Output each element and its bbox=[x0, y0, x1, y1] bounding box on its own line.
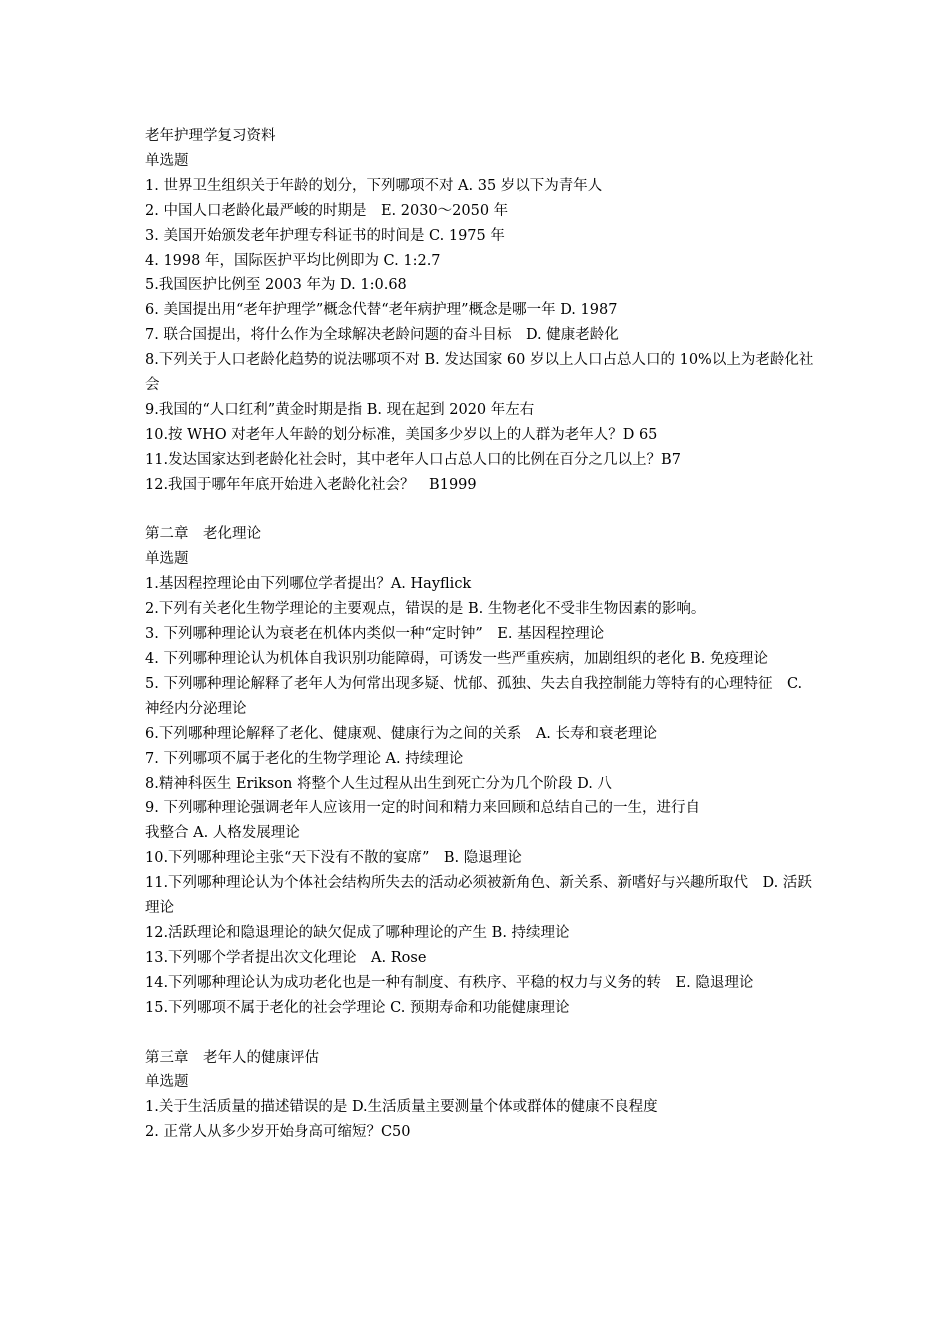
section-subheading: 单选题 bbox=[145, 152, 189, 169]
section-chapter-3 bbox=[145, 1046, 815, 1146]
question-item: 2. 中国人口老龄化最严峻的时期是 E. 2030～2050 年 bbox=[145, 202, 509, 219]
question-item: 8.精神科医生 Erikson 将整个人生过程从出生到死亡分为几个阶段 D. 八 bbox=[145, 775, 612, 792]
question-item: 13.下列哪个学者提出次文化理论 A. Rose bbox=[145, 949, 427, 966]
section-chapter-2 bbox=[145, 522, 815, 1020]
section-subheading: 单选题 bbox=[145, 1074, 189, 1091]
document-title: 老年护理学复习资料 bbox=[145, 128, 276, 144]
question-item: 4. 下列哪种理论认为机体自我识别功能障碍，可诱发一些严重疾病，加剧组织的老化 B. 免疫理论 bbox=[145, 651, 768, 668]
question-item: 2.下列有关老化生物学理论的主要观点，错误的是 B. 生物老化不受非生物因素的影响。 bbox=[145, 601, 706, 618]
question-item: 9. 下列哪种理论强调老年人应该用一定的时间和精力来回顾和总结自己的一生，进行自 我整合 A. 人格发展理论 bbox=[145, 800, 700, 842]
question-item: 7. 联合国提出，将什么作为全球解决老龄问题的奋斗目标 D. 健康老龄化 bbox=[145, 327, 619, 344]
question-item: 3. 美国开始颁发老年护理专科证书的时间是 C. 1975 年 bbox=[145, 227, 505, 244]
question-item: 12.活跃理论和隐退理论的缺欠促成了哪种理论的产生 B. 持续理论 bbox=[145, 924, 570, 941]
question-item: 6. 美国提出用“老年护理学”概念代替“老年病护理”概念是哪一年 D. 1987 bbox=[145, 302, 618, 319]
question-item: 10.按 WHO 对老年人年龄的划分标准，美国多少岁以上的人群为老年人？D 65 bbox=[145, 426, 658, 443]
question-item: 3. 下列哪种理论认为衰老在机体内类似一种“定时钟” E. 基因程控理论 bbox=[145, 626, 605, 643]
question-item: 8.下列关于人口老龄化趋势的说法哪项不对 B. 发达国家 60 岁以上人口占总人口的 10%以上为老龄化社会 bbox=[145, 352, 814, 394]
chapter-heading: 第二章 老化理论 bbox=[145, 526, 261, 543]
question-item: 4. 1998 年，国际医护平均比例即为 C. 1:2.7 bbox=[145, 252, 441, 269]
question-item: 2. 正常人从多少岁开始身高可缩短？C50 bbox=[145, 1124, 411, 1141]
question-item: 15.下列哪项不属于老化的社会学理论 C. 预期寿命和功能健康理论 bbox=[145, 999, 570, 1016]
question-item: 5. 下列哪种理论解释了老年人为何常出现多疑、忧郁、孤独、失去自我控制能力等特有的心理特征 C. 神经内分泌理论 bbox=[145, 675, 803, 717]
question-item: 1.关于生活质量的描述错误的是 D.生活质量主要测量个体或群体的健康不良程度 bbox=[145, 1099, 658, 1116]
section-chapter-1 bbox=[145, 149, 815, 498]
question-item: 1.基因程控理论由下列哪位学者提出？A. Hayflick bbox=[145, 576, 472, 593]
blank-line bbox=[145, 498, 815, 523]
section-subheading: 单选题 bbox=[145, 551, 189, 568]
question-item: 6.下列哪种理论解释了老化、健康观、健康行为之间的关系 A. 长寿和衰老理论 bbox=[145, 725, 658, 742]
question-item: 1. 世界卫生组织关于年龄的划分，下列哪项不对 A. 35 岁以下为青年人 bbox=[145, 177, 603, 194]
document-page bbox=[145, 124, 815, 1145]
question-item: 7. 下列哪项不属于老化的生物学理论 A. 持续理论 bbox=[145, 750, 464, 767]
question-item: 10.下列哪种理论主张“天下没有不散的宴席” B. 隐退理论 bbox=[145, 850, 522, 867]
question-item: 11.发达国家达到老龄化社会时，其中老年人口占总人口的比例在百分之几以上？B7 bbox=[145, 451, 681, 468]
question-item: 9.我国的“人口红利”黄金时期是指 B. 现在起到 2020 年左右 bbox=[145, 401, 535, 418]
question-item: 5.我国医护比例至 2003 年为 D. 1:0.68 bbox=[145, 277, 407, 294]
question-item: 11.下列哪种理论认为个体社会结构所失去的活动必须被新角色、新关系、新嗜好与兴趣所取代 D. 活跃理论 bbox=[145, 875, 812, 917]
question-item: 14.下列哪种理论认为成功老化也是一种有制度、有秩序、平稳的权力与义务的转 E. 隐退理论 bbox=[145, 974, 754, 991]
chapter-heading: 第三章 老年人的健康评估 bbox=[145, 1049, 319, 1066]
blank-line bbox=[145, 1021, 815, 1046]
question-item: 12.我国于哪年年底开始进入老龄化社会？ B1999 bbox=[145, 476, 477, 493]
